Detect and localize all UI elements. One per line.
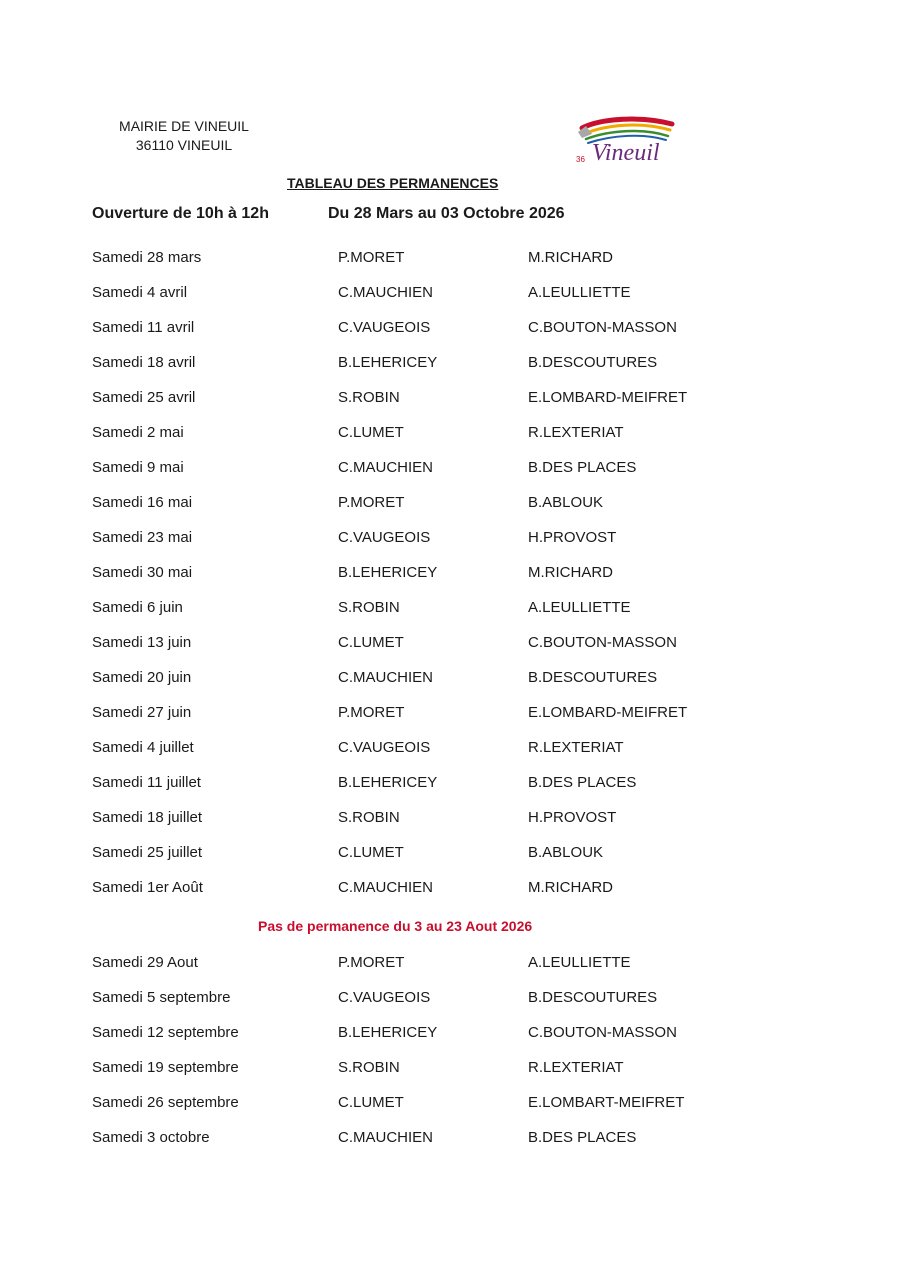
row-person-2: E.LOMBART-MEIFRET bbox=[528, 1094, 685, 1111]
row-person-1: C.VAUGEOIS bbox=[338, 319, 431, 336]
row-date: Samedi 3 octobre bbox=[92, 1129, 210, 1146]
row-person-1: C.LUMET bbox=[338, 844, 404, 861]
row-person-1: P.MORET bbox=[338, 494, 405, 511]
document-title: TABLEAU DES PERMANENCES bbox=[287, 175, 499, 191]
row-person-2: B.DESCOUTURES bbox=[528, 669, 658, 686]
row-date: Samedi 25 juillet bbox=[92, 844, 203, 861]
row-person-2: R.LEXTERIAT bbox=[528, 739, 624, 756]
schedule-row bbox=[0, 809, 900, 829]
row-person-1: C.LUMET bbox=[338, 424, 404, 441]
row-person-2: H.PROVOST bbox=[528, 529, 617, 546]
row-person-1: B.LEHERICEY bbox=[338, 354, 438, 371]
row-person-2: R.LEXTERIAT bbox=[528, 424, 624, 441]
row-person-1: P.MORET bbox=[338, 704, 405, 721]
logo-wordmark: Vineuil bbox=[592, 140, 660, 166]
row-date: Samedi 6 juin bbox=[92, 599, 183, 616]
row-person-2: C.BOUTON-MASSON bbox=[528, 1024, 677, 1041]
schedule-row bbox=[0, 1129, 900, 1149]
schedule-row bbox=[0, 284, 900, 304]
schedule-row bbox=[0, 1094, 900, 1114]
schedule-row bbox=[0, 529, 900, 549]
row-date: Samedi 4 avril bbox=[92, 284, 188, 301]
org-postal-city: 36110 VINEUIL bbox=[135, 137, 233, 153]
vineuil-logo bbox=[572, 116, 680, 168]
row-person-2: A.LEULLIETTE bbox=[528, 954, 631, 971]
row-date: Samedi 30 mai bbox=[92, 564, 193, 581]
schedule-row bbox=[0, 704, 900, 724]
row-person-1: C.LUMET bbox=[338, 1094, 404, 1111]
row-person-2: E.LOMBARD-MEIFRET bbox=[528, 389, 688, 406]
row-date: Samedi 18 avril bbox=[92, 354, 196, 371]
row-person-1: S.ROBIN bbox=[338, 599, 400, 616]
row-person-1: S.ROBIN bbox=[338, 389, 400, 406]
row-person-2: B.DES PLACES bbox=[528, 459, 637, 476]
row-person-1: C.LUMET bbox=[338, 634, 404, 651]
schedule-row bbox=[0, 249, 900, 269]
row-date: Samedi 16 mai bbox=[92, 494, 193, 511]
row-person-1: B.LEHERICEY bbox=[338, 564, 438, 581]
row-date: Samedi 26 septembre bbox=[92, 1094, 239, 1111]
row-date: Samedi 11 juillet bbox=[92, 774, 201, 791]
row-date: Samedi 4 juillet bbox=[92, 739, 194, 756]
schedule-row bbox=[0, 774, 900, 794]
no-permanence-notice: Pas de permanence du 3 au 23 Aout 2026 bbox=[258, 918, 533, 934]
row-date: Samedi 20 juin bbox=[92, 669, 192, 686]
row-date: Samedi 25 avril bbox=[92, 389, 196, 406]
row-person-2: M.RICHARD bbox=[528, 249, 613, 266]
row-person-1: C.VAUGEOIS bbox=[338, 989, 431, 1006]
row-person-1: C.VAUGEOIS bbox=[338, 529, 431, 546]
row-person-2: A.LEULLIETTE bbox=[528, 599, 631, 616]
row-person-1: S.ROBIN bbox=[338, 1059, 400, 1076]
row-person-2: B.DES PLACES bbox=[528, 774, 637, 791]
schedule-row bbox=[0, 879, 900, 899]
schedule-row bbox=[0, 459, 900, 479]
row-person-1: C.MAUCHIEN bbox=[338, 284, 434, 301]
schedule-row bbox=[0, 739, 900, 759]
row-person-1: B.LEHERICEY bbox=[338, 1024, 438, 1041]
row-person-1: P.MORET bbox=[338, 249, 405, 266]
schedule-row bbox=[0, 1024, 900, 1044]
row-date: Samedi 5 septembre bbox=[92, 989, 231, 1006]
schedule-row bbox=[0, 1059, 900, 1079]
opening-hours: Ouverture de 10h à 12h bbox=[92, 205, 269, 222]
schedule-row bbox=[0, 844, 900, 864]
schedule-period: Du 28 Mars au 03 Octobre 2026 bbox=[328, 205, 565, 222]
row-date: Samedi 27 juin bbox=[92, 704, 192, 721]
row-person-2: R.LEXTERIAT bbox=[528, 1059, 624, 1076]
schedule-row bbox=[0, 669, 900, 689]
schedule-row bbox=[0, 424, 900, 444]
schedule-row bbox=[0, 599, 900, 619]
row-person-2: B.DES PLACES bbox=[528, 1129, 637, 1146]
row-person-1: C.MAUCHIEN bbox=[338, 879, 434, 896]
row-person-1: B.LEHERICEY bbox=[338, 774, 438, 791]
row-person-2: C.BOUTON-MASSON bbox=[528, 634, 677, 651]
row-person-1: C.MAUCHIEN bbox=[338, 459, 434, 476]
schedule-row bbox=[0, 494, 900, 514]
row-date: Samedi 11 avril bbox=[92, 319, 195, 336]
row-date: Samedi 13 juin bbox=[92, 634, 192, 651]
row-person-2: A.LEULLIETTE bbox=[528, 284, 631, 301]
logo-code: 36 bbox=[576, 155, 585, 164]
row-person-2: M.RICHARD bbox=[528, 564, 613, 581]
org-name: MAIRIE DE VINEUIL bbox=[119, 118, 249, 134]
row-person-2: C.BOUTON-MASSON bbox=[528, 319, 677, 336]
row-date: Samedi 28 mars bbox=[92, 249, 202, 266]
schedule-row bbox=[0, 319, 900, 339]
schedule-row bbox=[0, 389, 900, 409]
schedule-row bbox=[0, 954, 900, 974]
row-date: Samedi 29 Aout bbox=[92, 954, 198, 971]
row-person-1: S.ROBIN bbox=[338, 809, 400, 826]
row-date: Samedi 12 septembre bbox=[92, 1024, 239, 1041]
row-date: Samedi 23 mai bbox=[92, 529, 193, 546]
schedule-row bbox=[0, 354, 900, 374]
row-person-2: H.PROVOST bbox=[528, 809, 617, 826]
row-person-1: C.MAUCHIEN bbox=[338, 1129, 434, 1146]
row-date: Samedi 19 septembre bbox=[92, 1059, 239, 1076]
row-person-1: C.MAUCHIEN bbox=[338, 669, 434, 686]
row-person-2: M.RICHARD bbox=[528, 879, 613, 896]
row-person-2: B.DESCOUTURES bbox=[528, 354, 658, 371]
row-person-1: P.MORET bbox=[338, 954, 405, 971]
schedule-row bbox=[0, 564, 900, 584]
schedule-row bbox=[0, 634, 900, 654]
row-date: Samedi 18 juillet bbox=[92, 809, 203, 826]
schedule-row bbox=[0, 989, 900, 1009]
row-date: Samedi 1er Août bbox=[92, 879, 203, 896]
row-person-2: B.DESCOUTURES bbox=[528, 989, 658, 1006]
row-person-2: B.ABLOUK bbox=[528, 494, 604, 511]
row-date: Samedi 9 mai bbox=[92, 459, 184, 476]
row-person-1: C.VAUGEOIS bbox=[338, 739, 431, 756]
row-person-2: B.ABLOUK bbox=[528, 844, 604, 861]
row-person-2: E.LOMBARD-MEIFRET bbox=[528, 704, 688, 721]
row-date: Samedi 2 mai bbox=[92, 424, 184, 441]
